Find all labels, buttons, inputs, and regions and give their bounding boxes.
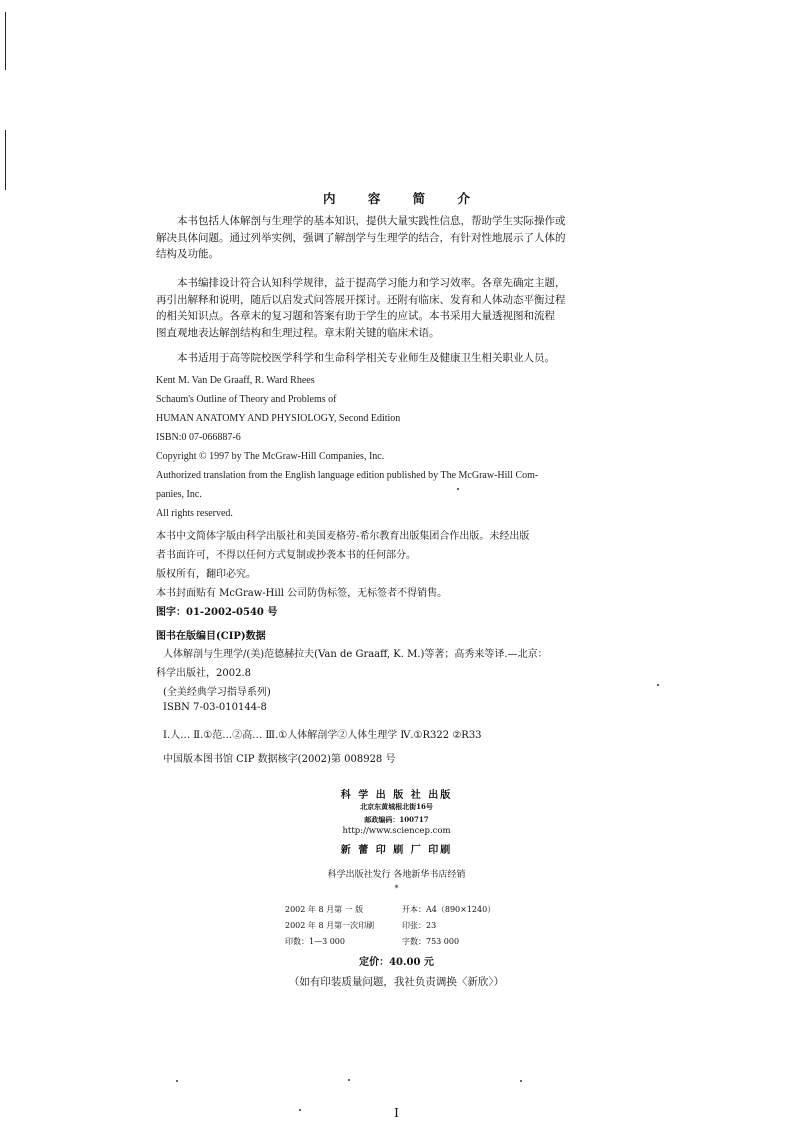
text-line: 再引出解释和说明，随后以启发式问答展开探讨。还附有临床、发育和人体动态平衡过程 bbox=[156, 293, 566, 306]
cip-line-1: 人体解剖与生理学/(美)范德赫拉夫(Van de Graaff, K. M.)等著；高秀来等译.—北京： bbox=[163, 649, 548, 660]
quality-notice: （如有印装质量问题，我社负责调换〈新欣〉） bbox=[288, 976, 505, 988]
spec-words: 字数：753 000 bbox=[402, 937, 460, 946]
publisher-url: http://www.sciencep.com bbox=[342, 826, 451, 836]
authorized-translation-line-1: Authorized translation from the English language edition published by The McGraw-Hill Com- bbox=[156, 470, 539, 481]
scan-speck bbox=[457, 488, 459, 490]
legal-notice-2: 者书面许可，不得以任何方式复制或抄袭本书的任何部分。 bbox=[156, 550, 416, 561]
spec-edition: 2002 年 8 月第 一 版 bbox=[285, 905, 364, 914]
text-line: 图直观地表达解剖结构和生理过程。章末附关键的临床术语。 bbox=[156, 326, 440, 339]
cip-line-3: (全美经典学习指导系列) bbox=[163, 687, 271, 698]
legal-notice-4: 本书封面贴有 McGraw-Hill 公司防伪标签，无标签者不得销售。 bbox=[156, 588, 448, 599]
cip-heading: 图书在版编目(CIP)数据 bbox=[156, 631, 266, 642]
publisher-postcode: 邮政编码：100717 bbox=[364, 815, 429, 824]
text-line: 本书编排设计符合认知科学规律，益于提高学习能力和学习效率。各章先确定主题， bbox=[177, 277, 566, 289]
registration-number: 图字：01-2002-0540 号 bbox=[156, 607, 278, 618]
legal-notice-3: 版权所有，翻印必究。 bbox=[156, 569, 256, 580]
legal-notice-1: 本书中文简体字版由科学出版社和美国麦格劳-希尔教育出版集团合作出版。未经出版 bbox=[156, 531, 530, 542]
original-isbn: ISBN:0 07-066887-6 bbox=[156, 432, 241, 443]
price: 定价：40.00 元 bbox=[359, 957, 434, 968]
text-line: 结构及功能。 bbox=[156, 248, 219, 261]
publisher-address: 北京东黄城根北街16号 bbox=[360, 802, 433, 811]
scan-speck bbox=[520, 1080, 522, 1082]
separator-star: * bbox=[394, 884, 399, 893]
spec-printing: 2002 年 8 月第一次印刷 bbox=[285, 921, 375, 930]
publisher-name: 科 学 出 版 社 出版 bbox=[340, 790, 453, 801]
scan-speck bbox=[176, 1080, 178, 1082]
cip-line-2: 科学出版社，2002.8 bbox=[156, 668, 251, 679]
original-book-title: HUMAN ANATOMY AND PHYSIOLOGY, Second Edition bbox=[156, 413, 401, 424]
scan-speck bbox=[348, 1079, 350, 1081]
distribution-line: 科学出版社发行 各地新华书店经销 bbox=[327, 870, 466, 880]
summary-paragraph-1 bbox=[156, 213, 638, 263]
cip-line-5: Ⅰ.人… Ⅱ.①范…②高… Ⅲ.①人体解剖学②人体生理学 Ⅳ.①R322 ②R33 bbox=[163, 730, 482, 741]
original-series: Schaum's Outline of Theory and Problems of bbox=[156, 394, 337, 405]
page-title: 内 容 简 介 bbox=[322, 191, 485, 206]
scan-edge-line-middle bbox=[5, 130, 6, 190]
text-line: 本书适用于高等院校医学科学和生命科学相关专业师生及健康卫生相关职业人员。 bbox=[177, 352, 555, 364]
scan-edge-line-top bbox=[5, 12, 6, 70]
rights-reserved: All rights reserved. bbox=[156, 508, 233, 519]
cip-line-4: ISBN 7-03-010144-8 bbox=[163, 702, 267, 713]
summary-paragraph-3 bbox=[156, 350, 638, 367]
text-line: 解决具体问题。通过列举实例，强调了解剖学与生理学的结合，有针对性地展示了人体的 bbox=[156, 231, 566, 244]
spec-sheets: 印张：23 bbox=[402, 921, 437, 930]
summary-paragraph-2 bbox=[156, 275, 638, 341]
printer-name: 新 蕾 印 刷 厂 印刷 bbox=[340, 845, 453, 856]
spec-format: 开本：A4（890×1240） bbox=[402, 905, 496, 914]
authorized-translation-line-2: panies, Inc. bbox=[156, 489, 202, 500]
original-authors: Kent M. Van De Graaff, R. Ward Rhees bbox=[156, 375, 315, 386]
text-line: 本书包括人体解剖与生理学的基本知识，提供大量实践性信息，帮助学生实际操作或 bbox=[177, 215, 566, 227]
spec-copies: 印数：1—3 000 bbox=[285, 937, 345, 946]
scan-speck bbox=[657, 684, 659, 686]
copyright-line: Copyright © 1997 by The McGraw-Hill Companies, Inc. bbox=[156, 451, 385, 462]
cip-line-6: 中国版本图书馆 CIP 数据核字(2002)第 008928 号 bbox=[163, 754, 396, 765]
text-line: 的相关知识点。各章末的复习题和答案有助于学生的应试。本书采用大量透视图和流程 bbox=[156, 310, 555, 323]
page-number: I bbox=[394, 1106, 399, 1120]
